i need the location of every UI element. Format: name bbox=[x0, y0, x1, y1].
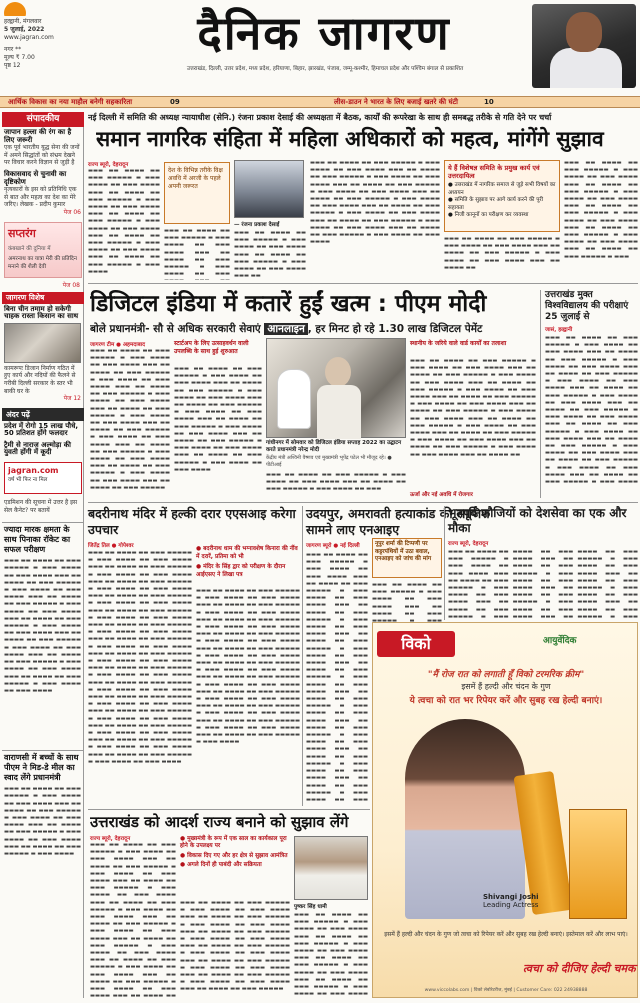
main-col-3-text: ▬▬▬ ▬▬ ▬▬▬▬ ▬▬ ▬▬▬ ▬▬▬▬▬ ▬ ▬▬▬ ▬▬▬▬ ▬▬ ▬▬▬ ▬▬▬▬ ▬▬▬ ▬▬ ▬▬▬▬ ▬▬ ▬▬▬ ▬▬▬▬▬ ▬ ▬▬▬ ▬▬▬▬ ▬▬ ▬▬▬ bbox=[266, 472, 406, 493]
bottom-2-title: वाराणसी में बच्चों के साथ पीएम ने मिड-डे मील का स्वाद लेंगे प्रधानमंत्री bbox=[4, 753, 79, 783]
modi-caption: गांधीनगर में सोमवार को डिजिटल इंडिया सप्ताह 2022 का उद्घाटन करते प्रधानमंत्री नरेन्द्र मोदी bbox=[266, 440, 402, 453]
top-strip bbox=[0, 96, 640, 108]
ad-quote: "मैं रोज रात को लगाती हूँ विको टरमरिक क्रीम" bbox=[427, 670, 585, 680]
main-byline: जागरण टीम ● अहमदाबाद bbox=[90, 342, 146, 348]
inside-2-title: ट्रैमी से नाराज अल्मोड़ा की युवती होंगी में कूदी bbox=[4, 440, 71, 457]
sidebar-item: ● निजी कानूनों का परीक्षण कर व्यवस्था bbox=[448, 212, 529, 218]
city-line: हल्द्वानी, मंगलवार bbox=[4, 18, 42, 25]
badrinath-point: ● मंदिर के सिंह द्वार को परीक्षण के दौरान आईएसए ने लिखा पत्र bbox=[196, 564, 286, 578]
badrinath-byline: जितेंद्र तिल ● गोपेश्वर bbox=[88, 543, 134, 549]
masthead-subtitle: उत्तराखंड, दिल्ली, उत्तर प्रदेश, मध्य प्रदेश, हरियाणा, बिहार, झारखंड, पंजाब, जम्मू-कश्मीर, हिमाचल प्रदेश और पश्चिम बंगाल से प्रकाशित bbox=[186, 66, 464, 72]
jagran-com-logo: jagran.com bbox=[8, 466, 59, 476]
ad-model-image bbox=[405, 719, 525, 919]
dhami-caption: पुष्कर सिंह धामी bbox=[294, 904, 327, 910]
uttarakhand-points bbox=[180, 836, 292, 870]
main-more: ऊर्जा और नई अवधि में रोजगार bbox=[410, 492, 473, 498]
uttarakhand-col-2: ▬▬▬ ▬▬ ▬▬▬▬ ▬▬ ▬▬▬ ▬▬▬▬▬ ▬ ▬▬▬ ▬▬▬▬ ▬▬ ▬▬▬ ▬▬▬▬ ▬▬▬ ▬▬ ▬▬▬▬ ▬▬ ▬▬▬ ▬▬▬▬▬ ▬ ▬▬▬ ▬▬▬▬ ▬▬ ▬▬▬ ▬▬▬▬ ▬▬▬ ▬▬ ▬▬▬▬ ▬▬ ▬▬▬ ▬▬▬▬▬ ▬ ▬▬▬ ▬▬▬▬ ▬▬ ▬▬▬ ▬▬▬▬ ▬▬▬ ▬▬ ▬▬▬▬ ▬▬ ▬▬▬ ▬▬▬▬▬ ▬ ▬▬▬ ▬▬▬▬ ▬▬ ▬▬▬ ▬▬▬▬ ▬▬▬ ▬▬ ▬▬▬▬ ▬▬ ▬▬▬ ▬▬▬▬▬ ▬ ▬▬▬ ▬▬▬▬ ▬▬ ▬▬▬ ▬▬▬▬ ▬▬▬ ▬▬ ▬▬▬▬ ▬▬ ▬▬▬ ▬▬▬▬▬ ▬ ▬▬▬ ▬▬▬▬ ▬▬ ▬▬▬ ▬▬▬▬ ▬▬▬ ▬▬ ▬▬▬▬ ▬▬ ▬▬▬ ▬▬▬▬▬ bbox=[180, 900, 290, 993]
ad-address: www.viccolabs.com | विको लेबोरेटरीज, मुंबई | Customer Care: 022 24938888 bbox=[424, 988, 588, 993]
upper-quote-box: देश के विभिन्न तरीके विक्ष अवधि में अरजी के पहले अपनी जरूरत bbox=[164, 162, 230, 224]
bottom-2-body: ▬▬▬ ▬▬ ▬▬▬▬ ▬▬ ▬▬▬ ▬▬▬▬▬ ▬ ▬▬▬ ▬▬▬▬ ▬▬ ▬▬▬ ▬▬▬▬ ▬▬▬ ▬▬ ▬▬▬▬ ▬▬ ▬▬▬ ▬▬▬▬▬ ▬ ▬▬▬ ▬▬▬▬ ▬▬ ▬▬▬ ▬▬▬▬ ▬▬▬ ▬▬ ▬▬▬▬ ▬▬ ▬▬▬ ▬▬▬▬▬ ▬ ▬▬▬ ▬▬▬▬ ▬▬ ▬▬▬ ▬▬▬▬ ▬▬▬ ▬▬ ▬▬▬▬ ▬▬ ▬▬▬ ▬▬▬▬▬ ▬ ▬▬▬ ▬▬▬▬ bbox=[4, 786, 81, 858]
date: 5 जुलाई, 2022 bbox=[4, 26, 45, 33]
editorial-1-title: जापान हल्ला की रंग का है लिए जरूरी bbox=[4, 128, 72, 144]
newspaper-title: दैनिक जागरण bbox=[197, 6, 451, 60]
online-highlight: आनलाइन bbox=[264, 323, 307, 335]
upper-col-6-text: ▬▬▬ ▬▬ ▬▬▬▬ ▬▬ ▬▬▬ ▬▬▬▬▬ ▬ ▬▬▬ ▬▬▬▬ ▬▬ ▬▬▬ ▬▬▬▬ ▬▬▬ ▬▬ ▬▬▬▬ ▬▬ ▬▬▬ ▬▬▬▬▬ ▬ ▬▬▬ ▬▬▬▬ ▬▬ ▬▬▬ ▬▬▬▬ ▬▬▬ ▬▬ ▬▬▬▬ ▬▬ ▬▬▬ ▬▬▬▬▬ ▬ ▬▬▬ ▬▬▬▬ ▬▬ ▬▬▬ ▬▬▬▬ ▬▬▬ ▬▬ ▬▬▬▬ ▬▬ ▬▬▬ ▬▬▬▬▬ ▬ ▬▬▬ ▬▬▬▬ ▬▬ ▬▬▬ ▬▬▬▬ ▬▬▬ ▬▬ ▬▬▬▬ ▬▬ ▬▬▬ ▬▬▬▬▬ ▬ ▬▬▬ bbox=[564, 160, 638, 260]
upper-kicker: नई दिल्ली में समिति की अध्यक्ष न्यायाधीश (सेनि.) रंजना प्रकाश देसाई की अध्यक्षता में बैठक, कार्यों की रूपरेखा के साथ ही समबद्ध तरीके से गति देने पर चर्चा bbox=[88, 113, 552, 122]
bottom-story-2[interactable] bbox=[2, 750, 83, 883]
editorial-2-text: नृत्यकारों के इस को प्रतिनिधि एक से बात और महत्व का देश का मेरे जरिए। लेखक - प्रदीप कुमार bbox=[4, 186, 77, 209]
divider bbox=[88, 809, 370, 810]
bottom-1-title: ज्यादा मारक क्षमता के साथ पिनाका रॉकेट का सफल परीक्षण bbox=[4, 525, 71, 555]
magazine-title: सप्तरंग bbox=[8, 226, 36, 240]
udaipur-byline: जागरण ब्यूरो ● नई दिल्ली bbox=[306, 543, 360, 549]
soldiers-body: ▬▬▬ ▬▬ ▬▬▬▬ ▬▬ ▬▬▬ ▬▬▬▬▬ ▬ ▬▬▬ ▬▬▬▬ ▬▬ ▬▬▬ ▬▬▬▬ ▬▬▬ ▬▬ ▬▬▬▬ ▬▬ ▬▬▬ ▬▬▬▬▬ ▬ ▬▬▬ ▬▬▬▬ ▬▬ ▬▬▬ ▬▬▬▬ ▬▬▬ ▬▬ ▬▬▬▬ ▬▬ ▬▬▬ ▬▬▬▬▬ ▬ ▬▬▬ ▬▬▬▬ ▬▬ ▬▬▬ ▬▬▬▬ ▬▬▬ ▬▬ ▬▬▬▬ ▬▬ ▬▬▬ ▬▬▬▬▬ ▬ ▬▬▬ ▬▬▬▬ ▬▬ ▬▬▬ ▬▬▬▬ ▬▬▬ ▬▬ ▬▬▬▬ ▬▬ ▬▬▬ ▬▬▬▬▬ ▬ ▬▬▬ ▬▬▬▬ ▬▬ ▬▬▬ ▬▬▬▬ ▬▬▬ ▬▬ ▬▬▬▬ ▬▬ ▬▬▬ ▬▬▬▬▬ ▬ ▬▬▬ ▬▬▬▬ ▬▬ ▬▬▬ ▬▬▬▬ ▬▬▬ ▬▬ ▬▬▬▬ ▬▬ ▬▬▬ ▬▬▬▬▬ ▬ ▬▬▬ ▬▬▬▬ ▬▬ ▬▬▬ ▬▬▬▬ ▬▬▬ ▬▬ ▬▬▬▬ ▬▬ ▬▬▬ ▬▬▬▬▬ ▬ ▬▬▬ bbox=[448, 549, 638, 620]
udaipur-col-2: ▬▬▬ ▬▬ ▬▬▬▬ ▬▬ ▬▬▬ ▬▬▬▬▬ ▬ ▬▬▬ ▬▬▬▬ ▬▬ ▬▬▬ ▬▬▬▬ ▬▬▬ ▬▬ ▬▬▬▬ ▬▬ ▬▬▬ ▬▬▬▬▬ ▬ ▬▬▬ bbox=[372, 582, 442, 622]
badrinath-col-1: ▬▬▬ ▬▬ ▬▬▬▬ ▬▬ ▬▬▬ ▬▬▬▬▬ ▬ ▬▬▬ ▬▬▬▬ ▬▬ ▬▬▬ ▬▬▬▬ ▬▬▬ ▬▬ ▬▬▬▬ ▬▬ ▬▬▬ ▬▬▬▬▬ ▬ ▬▬▬ ▬▬▬▬ ▬▬ ▬▬▬ ▬▬▬▬ ▬▬▬ ▬▬ ▬▬▬▬ ▬▬ ▬▬▬ ▬▬▬▬▬ ▬ ▬▬▬ ▬▬▬▬ ▬▬ ▬▬▬ ▬▬▬▬ ▬▬▬ ▬▬ ▬▬▬▬ ▬▬ ▬▬▬ ▬▬▬▬▬ ▬ ▬▬▬ ▬▬▬▬ ▬▬ ▬▬▬ ▬▬▬▬ ▬▬▬ ▬▬ ▬▬▬▬ ▬▬ ▬▬▬ ▬▬▬▬▬ ▬ ▬▬▬ ▬▬▬▬ ▬▬ ▬▬▬ ▬▬▬▬ ▬▬▬ ▬▬ ▬▬▬▬ ▬▬ ▬▬▬ ▬▬▬▬▬ ▬ ▬▬▬ ▬▬▬▬ ▬▬ ▬▬▬ ▬▬▬▬ ▬▬▬ ▬▬ ▬▬▬▬ ▬▬ ▬▬▬ ▬▬▬▬▬ ▬ ▬▬▬ ▬▬▬▬ ▬▬ ▬▬▬ ▬▬▬▬ ▬▬▬ ▬▬ ▬▬▬▬ ▬▬ ▬▬▬ ▬▬▬▬▬ ▬ ▬▬▬ ▬▬▬▬ ▬▬ ▬▬▬ ▬▬▬▬ ▬▬▬ ▬▬ ▬▬▬▬ ▬▬ ▬▬▬ ▬▬▬▬▬ ▬ ▬▬▬ ▬▬▬▬ ▬▬ ▬▬▬ ▬▬▬▬ ▬▬▬ ▬▬ ▬▬▬▬ ▬▬ ▬▬▬ ▬▬▬▬▬ ▬ ▬▬▬ ▬▬▬▬ ▬▬ ▬▬▬ ▬▬▬▬ ▬▬▬ ▬▬ ▬▬▬▬ ▬▬ ▬▬▬ ▬▬▬▬▬ ▬ ▬▬▬ ▬▬▬▬ ▬▬ ▬▬▬ ▬▬▬▬ ▬▬▬ ▬▬ ▬▬▬▬ ▬▬ ▬▬▬ ▬▬▬▬▬ ▬ ▬▬▬ ▬▬▬▬ ▬▬ ▬▬▬ ▬▬▬▬ ▬▬▬ ▬▬ ▬▬▬▬ ▬▬ ▬▬▬ ▬▬▬▬▬ ▬ ▬▬▬ ▬▬▬▬ ▬▬ ▬▬▬ ▬▬▬▬ ▬▬▬ ▬▬ ▬▬▬▬ ▬▬ ▬▬▬ ▬▬▬▬▬ ▬ ▬▬▬ ▬▬▬▬ ▬▬ ▬▬▬ ▬▬▬▬ ▬▬▬ ▬▬ ▬▬▬▬ ▬▬ ▬▬▬ ▬▬▬▬▬ ▬ ▬▬▬ ▬▬▬▬ ▬▬ ▬▬▬ ▬▬▬▬ bbox=[88, 550, 192, 765]
cricketer-photo bbox=[532, 4, 636, 88]
left-column bbox=[2, 112, 84, 998]
editorial-2[interactable] bbox=[2, 169, 83, 219]
udaipur-title: उदयपुर, अमरावती हत्याकांड की साजिश सामने लाए एनआइए bbox=[306, 506, 490, 537]
ad-brand-logo: विको bbox=[377, 631, 455, 657]
page-ref-3: पेज 12 bbox=[63, 395, 81, 403]
modi-kurta bbox=[317, 385, 361, 439]
inside-1[interactable] bbox=[2, 421, 83, 440]
editorial-2-title: विकासवाद से चुनावी का दृष्टिकोण bbox=[4, 169, 67, 186]
uttarakhand-title[interactable]: उत्तराखंड को आदर्श राज्य बनाने को सुझाव लेंगे bbox=[90, 813, 349, 831]
masthead-meta bbox=[4, 2, 104, 70]
modi-caption-sub: केंद्रीय मंत्री अश्विनी वैष्णव एवं मुख्यमंत्री भूपेंद्र पटेल भी मौजूद रहे। ● पीटीआई bbox=[266, 455, 392, 468]
main-subhead: बोले प्रधानमंत्री- सौ से अधिक सरकारी सेवाएं आनलाइन , हर मिनट हो रहे 1.30 लाख डिजिटल पेमेंट bbox=[90, 323, 483, 335]
modi-figure bbox=[325, 357, 351, 387]
main-title[interactable]: डिजिटल इंडिया में कतारें हुईं खत्म : पीएम मोदी bbox=[90, 291, 487, 317]
strip-left-link[interactable]: आर्थिक विकास का नया माहौल बनेगी सहकारिता bbox=[8, 98, 133, 106]
special-text: कामरूपः डिजान निर्माण गठित में हुए कार्य और नदियों की फैलने से गरीबी दिल्ली सरकार के स्तर भी बाकी घर के bbox=[4, 364, 76, 395]
exam-story[interactable] bbox=[540, 290, 638, 498]
soldiers-title: भूतपूर्व फौजियों को देशसेवा का एक और मौका bbox=[448, 506, 627, 535]
exam-body: ▬▬▬ ▬▬ ▬▬▬▬ ▬▬ ▬▬▬ ▬▬▬▬▬ ▬ ▬▬▬ ▬▬▬▬ ▬▬ ▬▬▬ ▬▬▬▬ ▬▬▬ ▬▬ ▬▬▬▬ ▬▬ ▬▬▬ ▬▬▬▬▬ ▬ ▬▬▬ ▬▬▬▬ ▬▬ ▬▬▬ ▬▬▬▬ ▬▬▬ ▬▬ ▬▬▬▬ ▬▬ ▬▬▬ ▬▬▬▬▬ ▬ ▬▬▬ ▬▬▬▬ ▬▬ ▬▬▬ ▬▬▬▬ ▬▬▬ ▬▬ ▬▬▬▬ ▬▬ ▬▬▬ ▬▬▬▬▬ ▬ ▬▬▬ ▬▬▬▬ ▬▬ ▬▬▬ ▬▬▬▬ ▬▬▬ ▬▬ ▬▬▬▬ ▬▬ ▬▬▬ ▬▬▬▬▬ ▬ ▬▬▬ ▬▬▬▬ ▬▬ ▬▬▬ ▬▬▬▬ ▬▬▬ ▬▬ ▬▬▬▬ ▬▬ ▬▬▬ ▬▬▬▬▬ ▬ ▬▬▬ ▬▬▬▬ ▬▬ ▬▬▬ ▬▬▬▬ ▬▬▬ ▬▬ ▬▬▬▬ ▬▬ ▬▬▬ ▬▬▬▬▬ ▬ ▬▬▬ ▬▬▬▬ ▬▬ ▬▬▬ ▬▬▬▬ ▬▬▬ ▬▬ ▬▬▬▬ ▬▬ ▬▬▬ ▬▬▬▬▬ ▬ ▬▬▬ ▬▬▬▬ ▬▬ ▬▬▬ ▬▬▬▬ ▬▬▬ ▬▬ ▬▬▬▬ ▬▬ ▬▬▬ ▬▬▬▬▬ ▬ ▬▬▬ ▬▬▬▬ bbox=[545, 335, 638, 485]
robot-figure bbox=[277, 369, 311, 429]
main-col-1-text: ▬▬▬ ▬▬ ▬▬▬▬ ▬▬ ▬▬▬ ▬▬▬▬▬ ▬ ▬▬▬ ▬▬▬▬ ▬▬ ▬▬▬ ▬▬▬▬ ▬▬▬ ▬▬ ▬▬▬▬ ▬▬ ▬▬▬ ▬▬▬▬▬ ▬ ▬▬▬ ▬▬▬▬ ▬▬ ▬▬▬ ▬▬▬▬ ▬▬▬ ▬▬ ▬▬▬▬ ▬▬ ▬▬▬ ▬▬▬▬▬ ▬ ▬▬▬ ▬▬▬▬ ▬▬ ▬▬▬ ▬▬▬▬ ▬▬▬ ▬▬ ▬▬▬▬ ▬▬ ▬▬▬ ▬▬▬▬▬ ▬ ▬▬▬ ▬▬▬▬ ▬▬ ▬▬▬ ▬▬▬▬ ▬▬▬ ▬▬ ▬▬▬▬ ▬▬ ▬▬▬ ▬▬▬▬▬ ▬ ▬▬▬ ▬▬▬▬ ▬▬ ▬▬▬ ▬▬▬▬ ▬▬▬ ▬▬ ▬▬▬▬ ▬▬ ▬▬▬ ▬▬▬▬▬ ▬ ▬▬▬ ▬▬▬▬ ▬▬ ▬▬▬ ▬▬▬▬ ▬▬▬ ▬▬ ▬▬▬▬ ▬▬ ▬▬▬ ▬▬▬▬▬ ▬ ▬▬▬ ▬▬▬▬ ▬▬ ▬▬▬ ▬▬▬▬ ▬▬▬ ▬▬ ▬▬▬▬ ▬▬ ▬▬▬ ▬▬▬▬▬ bbox=[90, 348, 170, 491]
desai-photo bbox=[234, 160, 304, 218]
special-photo bbox=[4, 323, 81, 363]
upper-col-1-text: ▬▬▬ ▬▬ ▬▬▬▬ ▬▬ ▬▬▬ ▬▬▬▬▬ ▬ ▬▬▬ ▬▬▬▬ ▬▬ ▬▬▬ ▬▬▬▬ ▬▬▬ ▬▬ ▬▬▬▬ ▬▬ ▬▬▬ ▬▬▬▬▬ ▬ ▬▬▬ ▬▬▬▬ ▬▬ ▬▬▬ ▬▬▬▬ ▬▬▬ ▬▬ ▬▬▬▬ ▬▬ ▬▬▬ ▬▬▬▬▬ ▬ ▬▬▬ ▬▬▬▬ ▬▬ ▬▬▬ ▬▬▬▬ ▬▬▬ ▬▬ ▬▬▬▬ ▬▬ ▬▬▬ ▬▬▬▬▬ ▬ ▬▬▬ ▬▬▬▬ ▬▬ ▬▬▬ ▬▬▬▬ ▬▬▬ ▬▬ ▬▬▬▬ ▬▬ ▬▬▬ ▬▬▬▬▬ ▬ ▬▬▬ ▬▬▬▬ bbox=[88, 168, 160, 275]
editorial-head: संपादकीय bbox=[2, 112, 84, 127]
ad-quote-sub: इसमें हैं हल्दी और चंदन के गुण bbox=[461, 682, 551, 691]
ad-ayurvedic-label: आयुर्वेदिक bbox=[543, 636, 577, 646]
bottom-1-body: ▬▬▬ ▬▬ ▬▬▬▬ ▬▬ ▬▬▬ ▬▬▬▬▬ ▬ ▬▬▬ ▬▬▬▬ ▬▬ ▬▬▬ ▬▬▬▬ ▬▬▬ ▬▬ ▬▬▬▬ ▬▬ ▬▬▬ ▬▬▬▬▬ ▬ ▬▬▬ ▬▬▬▬ ▬▬ ▬▬▬ ▬▬▬▬ ▬▬▬ ▬▬ ▬▬▬▬ ▬▬ ▬▬▬ ▬▬▬▬▬ ▬ ▬▬▬ ▬▬▬▬ ▬▬ ▬▬▬ ▬▬▬▬ ▬▬▬ ▬▬ ▬▬▬▬ ▬▬ ▬▬▬ ▬▬▬▬▬ ▬ ▬▬▬ ▬▬▬▬ ▬▬ ▬▬▬ ▬▬▬▬ ▬▬▬ ▬▬ ▬▬▬▬ ▬▬ ▬▬▬ ▬▬▬▬▬ ▬ ▬▬▬ ▬▬▬▬ ▬▬ ▬▬▬ ▬▬▬▬ ▬▬▬ ▬▬ ▬▬▬▬ ▬▬ ▬▬▬ ▬▬▬▬▬ ▬ ▬▬▬ ▬▬▬▬ ▬▬ ▬▬▬ ▬▬▬▬ ▬▬▬ ▬▬ ▬▬▬▬ ▬▬ ▬▬▬ ▬▬▬▬▬ ▬ ▬▬▬ ▬▬▬▬ ▬▬ ▬▬▬ ▬▬▬▬ bbox=[4, 558, 81, 694]
main-col-2-text: ▬▬▬ ▬▬ ▬▬▬▬ ▬▬ ▬▬▬ ▬▬▬▬▬ ▬ ▬▬▬ ▬▬▬▬ ▬▬ ▬▬▬ ▬▬▬▬ ▬▬▬ ▬▬ ▬▬▬▬ ▬▬ ▬▬▬ ▬▬▬▬▬ ▬ ▬▬▬ ▬▬▬▬ ▬▬ ▬▬▬ ▬▬▬▬ ▬▬▬ ▬▬ ▬▬▬▬ ▬▬ ▬▬▬ ▬▬▬▬▬ ▬ ▬▬▬ ▬▬▬▬ ▬▬ ▬▬▬ ▬▬▬▬ ▬▬▬ ▬▬ ▬▬▬▬ ▬▬ ▬▬▬ ▬▬▬▬▬ ▬ ▬▬▬ ▬▬▬▬ ▬▬ ▬▬▬ ▬▬▬▬ ▬▬▬ ▬▬ ▬▬▬▬ ▬▬ ▬▬▬ ▬▬▬▬▬ ▬ ▬▬▬ ▬▬▬▬ ▬▬ ▬▬▬ ▬▬▬▬ ▬▬▬ ▬▬ ▬▬▬▬ ▬▬ ▬▬▬ ▬▬▬▬▬ ▬ ▬▬▬ ▬▬▬▬ ▬▬ ▬▬▬ ▬▬▬▬ bbox=[174, 366, 262, 473]
exam-title: उत्तराखंड मुक्त विश्वविद्यालय की परीक्षाएं 25 जुलाई से bbox=[545, 290, 629, 322]
badrinath-point: ● बदरीनाथ धाम की भग्नावशेष किनारा की नींव में दरारें, प्रतिमा को भी bbox=[196, 546, 298, 560]
soldiers-story[interactable] bbox=[444, 506, 638, 620]
modi-photo bbox=[266, 338, 406, 438]
special-head: जागरण विशेष bbox=[2, 292, 84, 304]
ad-quote-line3: ये त्वचा को रात भर रिपेयर करें और सुबह रख हेल्दी बनाएं। bbox=[409, 696, 603, 706]
inside-1-title: प्रदेश में रोगो 15 लाख पौधे, 50 प्रतिशत होंगे फलदार bbox=[4, 421, 79, 438]
bottom-story-1[interactable] bbox=[2, 522, 83, 750]
uttarakhand-byline: राज्य ब्यूरो, देहरादून bbox=[90, 836, 131, 842]
badrinath-points bbox=[196, 546, 300, 579]
inside-2[interactable] bbox=[2, 440, 83, 459]
vicco-advertisement[interactable] bbox=[372, 622, 638, 998]
page-ref-2: पेज 08 bbox=[62, 281, 80, 289]
udaipur-box: नूपुर शर्मा की टिप्पणी पर कट्टरपंथियों में उठा बवाल, एनआइए को जांच की मांग bbox=[372, 538, 442, 578]
ad-body-text: इसमें हैं हल्दी और चंदन के गुण जो त्वचा को रिपेयर करें और सुबह रख हेल्दी बनाएं। इस्तेमाल करें और लाभ पाएं। bbox=[384, 931, 628, 938]
inside-head: अंदर पढ़ें bbox=[2, 408, 84, 421]
exam-byline: जासं, हल्द्वानी bbox=[545, 327, 573, 333]
edition: नगर ** bbox=[4, 46, 22, 53]
sidebar-item: ● उत्तराखंड में नागरिक समाज से जुड़े सभी विषयों का अध्ययन bbox=[448, 182, 556, 196]
magazine-box[interactable] bbox=[4, 222, 82, 278]
upper-col-3-text: ▬▬▬ ▬▬ ▬▬▬▬ ▬▬ ▬▬▬ ▬▬▬▬▬ ▬ ▬▬▬ ▬▬▬▬ ▬▬ ▬▬▬ ▬▬▬▬ ▬▬▬ ▬▬ ▬▬▬▬ ▬▬ ▬▬▬ ▬▬▬▬▬ ▬ ▬▬▬ ▬▬▬▬ ▬▬ ▬▬▬ ▬▬▬▬ ▬▬▬ ▬▬ bbox=[234, 230, 306, 280]
main-side-title-2: स्थानीय के जरिये वाले वार्ड कार्यों का तलाशा bbox=[410, 340, 507, 347]
ad-model-caption: Shivangi Joshi Leading Actress bbox=[483, 893, 539, 909]
magazine-text: अमरनाथ का यात्रा मेरी की प्रतिदिन मनाने की शैली देवी bbox=[8, 255, 77, 270]
upper-col-4-text: ▬▬▬ ▬▬ ▬▬▬▬ ▬▬ ▬▬▬ ▬▬▬▬▬ ▬ ▬▬▬ ▬▬▬▬ ▬▬ ▬▬▬ ▬▬▬▬ ▬▬▬ ▬▬ ▬▬▬▬ ▬▬ ▬▬▬ ▬▬▬▬▬ ▬ ▬▬▬ ▬▬▬▬ ▬▬ ▬▬▬ ▬▬▬▬ ▬▬▬ ▬▬ ▬▬▬▬ ▬▬ ▬▬▬ ▬▬▬▬▬ ▬ ▬▬▬ ▬▬▬▬ ▬▬ ▬▬▬ ▬▬▬▬ ▬▬▬ ▬▬ ▬▬▬▬ ▬▬ ▬▬▬ ▬▬▬▬▬ ▬ ▬▬▬ ▬▬▬▬ ▬▬ ▬▬▬ ▬▬▬▬ ▬▬▬ ▬▬ ▬▬▬▬ ▬▬ ▬▬▬ ▬▬▬▬▬ ▬ ▬▬▬ ▬▬▬▬ ▬▬ ▬▬▬ ▬▬▬▬ ▬▬▬ ▬▬ ▬▬▬▬ ▬▬ ▬▬▬ ▬▬▬▬▬ ▬ ▬▬▬ ▬▬▬▬ ▬▬ ▬▬▬ ▬▬▬▬ ▬▬▬ ▬▬ ▬▬▬▬ ▬▬ ▬▬▬ ▬▬▬▬▬ ▬ ▬▬▬ ▬▬▬▬ ▬▬ ▬▬▬ ▬▬▬▬ bbox=[310, 160, 440, 246]
upper-col-2-text: ▬▬▬ ▬▬ ▬▬▬▬ ▬▬ ▬▬▬ ▬▬▬▬▬ ▬ ▬▬▬ ▬▬▬▬ ▬▬ ▬▬▬ ▬▬▬▬ ▬▬▬ ▬▬ ▬▬▬▬ ▬▬ ▬▬▬ ▬▬▬▬▬ ▬ ▬▬▬ ▬▬▬▬ ▬▬ ▬▬▬ bbox=[164, 228, 230, 278]
sidebar-item: ● समिति के सुझाव पर आगे कार्य करने की पूरी सहायता bbox=[448, 197, 544, 211]
jagran-com-box[interactable] bbox=[4, 462, 82, 494]
strip-right-page: 10 bbox=[484, 98, 494, 106]
badrinath-col-2: ▬▬▬ ▬▬ ▬▬▬▬ ▬▬ ▬▬▬ ▬▬▬▬▬ ▬ ▬▬▬ ▬▬▬▬ ▬▬ ▬▬▬ ▬▬▬▬ ▬▬▬ ▬▬ ▬▬▬▬ ▬▬ ▬▬▬ ▬▬▬▬▬ ▬ ▬▬▬ ▬▬▬▬ ▬▬ ▬▬▬ ▬▬▬▬ ▬▬▬ ▬▬ ▬▬▬▬ ▬▬ ▬▬▬ ▬▬▬▬▬ ▬ ▬▬▬ ▬▬▬▬ ▬▬ ▬▬▬ ▬▬▬▬ ▬▬▬ ▬▬ ▬▬▬▬ ▬▬ ▬▬▬ ▬▬▬▬▬ ▬ ▬▬▬ ▬▬▬▬ ▬▬ ▬▬▬ ▬▬▬▬ ▬▬▬ ▬▬ ▬▬▬▬ ▬▬ ▬▬▬ ▬▬▬▬▬ ▬ ▬▬▬ ▬▬▬▬ ▬▬ ▬▬▬ ▬▬▬▬ ▬▬▬ ▬▬ ▬▬▬▬ ▬▬ ▬▬▬ ▬▬▬▬▬ ▬ ▬▬▬ ▬▬▬▬ ▬▬ ▬▬▬ ▬▬▬▬ ▬▬▬ ▬▬ ▬▬▬▬ ▬▬ ▬▬▬ ▬▬▬▬▬ ▬ ▬▬▬ ▬▬▬▬ ▬▬ ▬▬▬ ▬▬▬▬ ▬▬▬ ▬▬ ▬▬▬▬ ▬▬ ▬▬▬ ▬▬▬▬▬ ▬ ▬▬▬ ▬▬▬▬ ▬▬ ▬▬▬ ▬▬▬▬ ▬▬▬ ▬▬ ▬▬▬▬ ▬▬ ▬▬▬ ▬▬▬▬▬ ▬ ▬▬▬ ▬▬▬▬ ▬▬ ▬▬▬ ▬▬▬▬ ▬▬▬ ▬▬ ▬▬▬▬ ▬▬ ▬▬▬ ▬▬▬▬▬ ▬ ▬▬▬ ▬▬▬▬ ▬▬ ▬▬▬ ▬▬▬▬ ▬▬▬ ▬▬ ▬▬▬▬ ▬▬ ▬▬▬ ▬▬▬▬▬ ▬ ▬▬▬ ▬▬▬▬ bbox=[196, 588, 300, 746]
upper-col-5-text: ▬▬▬ ▬▬ ▬▬▬▬ ▬▬ ▬▬▬ ▬▬▬▬▬ ▬ ▬▬▬ ▬▬▬▬ ▬▬ ▬▬▬ ▬▬▬▬ ▬▬▬ ▬▬ ▬▬▬▬ ▬▬ ▬▬▬ ▬▬▬▬▬ ▬ ▬▬▬ ▬▬▬▬ ▬▬ ▬▬▬ ▬▬▬▬ ▬▬▬ ▬▬ ▬▬▬▬ ▬▬ bbox=[444, 236, 560, 271]
inside-3-text: एडमिशन की सूचना में उत्तर है इस सेल कैनेट? पर बतायें bbox=[4, 499, 78, 514]
upper-col-1 bbox=[88, 160, 160, 280]
jagran-com-sub: वर्ष भी फिर ना मिल bbox=[8, 477, 48, 484]
page-ref-1: पेज 06 bbox=[63, 208, 81, 216]
committee-sidebar bbox=[444, 160, 560, 232]
special-story[interactable] bbox=[2, 304, 83, 405]
ad-tagline: त्वचा को दीजिए हेल्दी चमक bbox=[523, 962, 636, 975]
site-link[interactable]: www.jagran.com bbox=[4, 34, 54, 41]
main-side-title: स्टार्टअप के लिए उत्साहवर्धन वाली उपलब्धि के साथ हुई शुरुआत bbox=[174, 340, 249, 355]
pages: पृष्ठ 12 bbox=[4, 62, 21, 69]
divider bbox=[88, 283, 638, 284]
uttarakhand-point: ● विकास दिए गए और हर क्षेत्र से सुझाव आमंत्रित bbox=[180, 852, 288, 859]
sun-logo-icon bbox=[4, 2, 26, 16]
upper-title[interactable]: समान नागरिक संहिता में महिला अधिकारों को महत्व, मांगेंगे सुझाव bbox=[96, 127, 604, 151]
special-title: बिना चीन तमाम हो सकेगी चाहक रास्ता किसान का साथ bbox=[4, 304, 79, 321]
magazine-sub: कंबखाने की दुनिया में bbox=[8, 245, 51, 252]
main-col-4-text: ▬▬▬ ▬▬ ▬▬▬▬ ▬▬ ▬▬▬ ▬▬▬▬▬ ▬ ▬▬▬ ▬▬▬▬ ▬▬ ▬▬▬ ▬▬▬▬ ▬▬▬ ▬▬ ▬▬▬▬ ▬▬ ▬▬▬ ▬▬▬▬▬ ▬ ▬▬▬ ▬▬▬▬ ▬▬ ▬▬▬ ▬▬▬▬ ▬▬▬ ▬▬ ▬▬▬▬ ▬▬ ▬▬▬ ▬▬▬▬▬ ▬ ▬▬▬ ▬▬▬▬ ▬▬ ▬▬▬ ▬▬▬▬ ▬▬▬ ▬▬ ▬▬▬▬ ▬▬ ▬▬▬ ▬▬▬▬▬ ▬ ▬▬▬ ▬▬▬▬ ▬▬ ▬▬▬ ▬▬▬▬ ▬▬▬ ▬▬ ▬▬▬▬ ▬▬ ▬▬▬ ▬▬▬▬▬ ▬ ▬▬▬ ▬▬▬▬ ▬▬ ▬▬▬ ▬▬▬▬ ▬▬▬ ▬▬ ▬▬▬▬ ▬▬ ▬▬▬ ▬▬▬▬▬ ▬ ▬▬▬ ▬▬▬▬ ▬▬ ▬▬▬ ▬▬▬▬ ▬▬▬ ▬▬ ▬▬▬▬ ▬▬ ▬▬▬ ▬▬▬▬▬ ▬ ▬▬▬ ▬▬▬▬ ▬▬ ▬▬▬ ▬▬▬▬ ▬▬▬ ▬▬ ▬▬▬▬ ▬▬ ▬▬▬ ▬▬▬▬▬ ▬ ▬▬▬ ▬▬▬▬ ▬▬ ▬▬▬ ▬▬▬▬ ▬▬▬ ▬▬ ▬▬▬▬ ▬▬ bbox=[410, 358, 536, 458]
price: मूल्य ₹ 7.00 bbox=[4, 54, 35, 61]
strip-right-link[interactable]: लीस-डाउन ने भारत के लिए बजाई खतरे की घंटी bbox=[334, 98, 458, 106]
dhami-photo bbox=[294, 836, 368, 900]
uttarakhand-col-3: ▬▬▬ ▬▬ ▬▬▬▬ ▬▬ ▬▬▬ ▬▬▬▬▬ ▬ ▬▬▬ ▬▬▬▬ ▬▬ ▬▬▬ ▬▬▬▬ ▬▬▬ ▬▬ ▬▬▬▬ ▬▬ ▬▬▬ ▬▬▬▬▬ ▬ ▬▬▬ ▬▬▬▬ ▬▬ ▬▬▬ ▬▬▬▬ ▬▬▬ ▬▬ ▬▬▬▬ ▬▬ ▬▬▬ ▬▬▬▬▬ ▬ ▬▬▬ ▬▬▬▬ ▬▬ ▬▬▬ ▬▬▬▬ ▬▬▬ ▬▬ ▬▬▬▬ ▬▬ ▬▬▬ ▬▬▬▬▬ ▬ ▬▬▬ ▬▬▬▬ ▬▬ ▬▬▬ ▬▬▬▬ bbox=[294, 912, 368, 998]
upper-byline: राज्य ब्यूरो, देहरादून bbox=[88, 162, 129, 168]
uttarakhand-col-1: ▬▬▬ ▬▬ ▬▬▬▬ ▬▬ ▬▬▬ ▬▬▬▬▬ ▬ ▬▬▬ ▬▬▬▬ ▬▬ ▬▬▬ ▬▬▬▬ ▬▬▬ ▬▬ ▬▬▬▬ ▬▬ ▬▬▬ ▬▬▬▬▬ ▬ ▬▬▬ ▬▬▬▬ ▬▬ ▬▬▬ ▬▬▬▬ ▬▬▬ ▬▬ ▬▬▬▬ ▬▬ ▬▬▬ ▬▬▬▬▬ ▬ ▬▬▬ ▬▬▬▬ ▬▬ ▬▬▬ ▬▬▬▬ ▬▬▬ ▬▬ ▬▬▬▬ ▬▬ ▬▬▬ ▬▬▬▬▬ ▬ ▬▬▬ ▬▬▬▬ ▬▬ ▬▬▬ ▬▬▬▬ ▬▬▬ ▬▬ ▬▬▬▬ ▬▬ ▬▬▬ ▬▬▬▬▬ ▬ ▬▬▬ ▬▬▬▬ ▬▬ ▬▬▬ ▬▬▬▬ ▬▬▬ ▬▬ ▬▬▬▬ ▬▬ ▬▬▬ ▬▬▬▬▬ ▬ ▬▬▬ ▬▬▬▬ ▬▬ ▬▬▬ ▬▬▬▬ ▬▬▬ ▬▬ ▬▬▬▬ ▬▬ ▬▬▬ ▬▬▬▬▬ ▬ ▬▬▬ ▬▬▬▬ ▬▬ ▬▬▬ ▬▬▬▬ ▬▬▬ ▬▬ ▬▬▬▬ ▬▬ ▬▬▬ ▬▬▬▬▬ ▬ ▬▬▬ ▬▬▬▬ ▬▬ ▬▬▬ ▬▬▬▬ ▬▬▬ ▬▬ ▬▬▬▬ ▬▬ bbox=[90, 842, 176, 998]
inside-3[interactable] bbox=[2, 497, 83, 516]
badrinath-story[interactable] bbox=[88, 506, 300, 806]
badrinath-title: बदरीनाथ मंदिर में हल्की दरार एएसआइ करेगा उपचार bbox=[88, 506, 296, 537]
ad-cream-box bbox=[569, 809, 627, 919]
editorial-1[interactable] bbox=[2, 127, 83, 169]
udaipur-col-1: ▬▬▬ ▬▬ ▬▬▬▬ ▬▬ ▬▬▬ ▬▬▬▬▬ ▬ ▬▬▬ ▬▬▬▬ ▬▬ ▬▬▬ ▬▬▬▬ ▬▬▬ ▬▬ ▬▬▬▬ ▬▬ ▬▬▬ ▬▬▬▬▬ ▬ ▬▬▬ ▬▬▬▬ ▬▬ ▬▬▬ ▬▬▬▬ ▬▬▬ ▬▬ ▬▬▬▬ ▬▬ ▬▬▬ ▬▬▬▬▬ ▬ ▬▬▬ ▬▬▬▬ ▬▬ ▬▬▬ ▬▬▬▬ ▬▬▬ ▬▬ ▬▬▬▬ ▬▬ ▬▬▬ ▬▬▬▬▬ ▬ ▬▬▬ ▬▬▬▬ ▬▬ ▬▬▬ ▬▬▬▬ ▬▬▬ ▬▬ ▬▬▬▬ ▬▬ ▬▬▬ ▬▬▬▬▬ ▬ ▬▬▬ ▬▬▬▬ ▬▬ ▬▬▬ ▬▬▬▬ ▬▬▬ ▬▬ ▬▬▬▬ ▬▬ ▬▬▬ ▬▬▬▬▬ ▬ ▬▬▬ ▬▬▬▬ ▬▬ ▬▬▬ ▬▬▬▬ ▬▬▬ ▬▬ ▬▬▬▬ ▬▬ ▬▬▬ ▬▬▬▬▬ ▬ ▬▬▬ ▬▬▬▬ ▬▬ ▬▬▬ ▬▬▬▬ ▬▬▬ ▬▬ ▬▬▬▬ ▬▬ ▬▬▬ ▬▬▬▬▬ ▬ ▬▬▬ ▬▬▬▬ ▬▬ ▬▬▬ ▬▬▬▬ ▬▬▬ ▬▬ ▬▬▬▬ ▬▬ ▬▬▬ ▬▬▬▬▬ ▬ ▬▬▬ ▬▬▬▬ ▬▬ ▬▬▬ bbox=[306, 552, 368, 802]
divider bbox=[88, 502, 638, 503]
uttarakhand-point: ● अगले दिनों ही पाबंदी और सक्रियता bbox=[180, 862, 262, 869]
uttarakhand-point: ● मुख्यमंत्री के रूप में एक साल का कार्यकाल पूरा होने के उपलक्ष्य पर bbox=[180, 836, 287, 850]
desai-caption: — रंजना प्रकाश देसाई bbox=[234, 222, 280, 228]
soldiers-byline: राज्य ब्यूरो, देहरादून bbox=[448, 541, 489, 547]
editorial-1-text: एक पूर्व भारतीय यूद्ध सेना की जनों में अमने सिद्धांतों को संभ्रम देखने पर विचार करने विज्ञान से जुड़ी है bbox=[4, 144, 80, 167]
strip-left-page: 09 bbox=[170, 98, 180, 106]
sidebar-title: ये हैं विशेषज्ञ समिति के प्रमुख कार्य एवं उत्तरदायित्व bbox=[448, 164, 540, 180]
